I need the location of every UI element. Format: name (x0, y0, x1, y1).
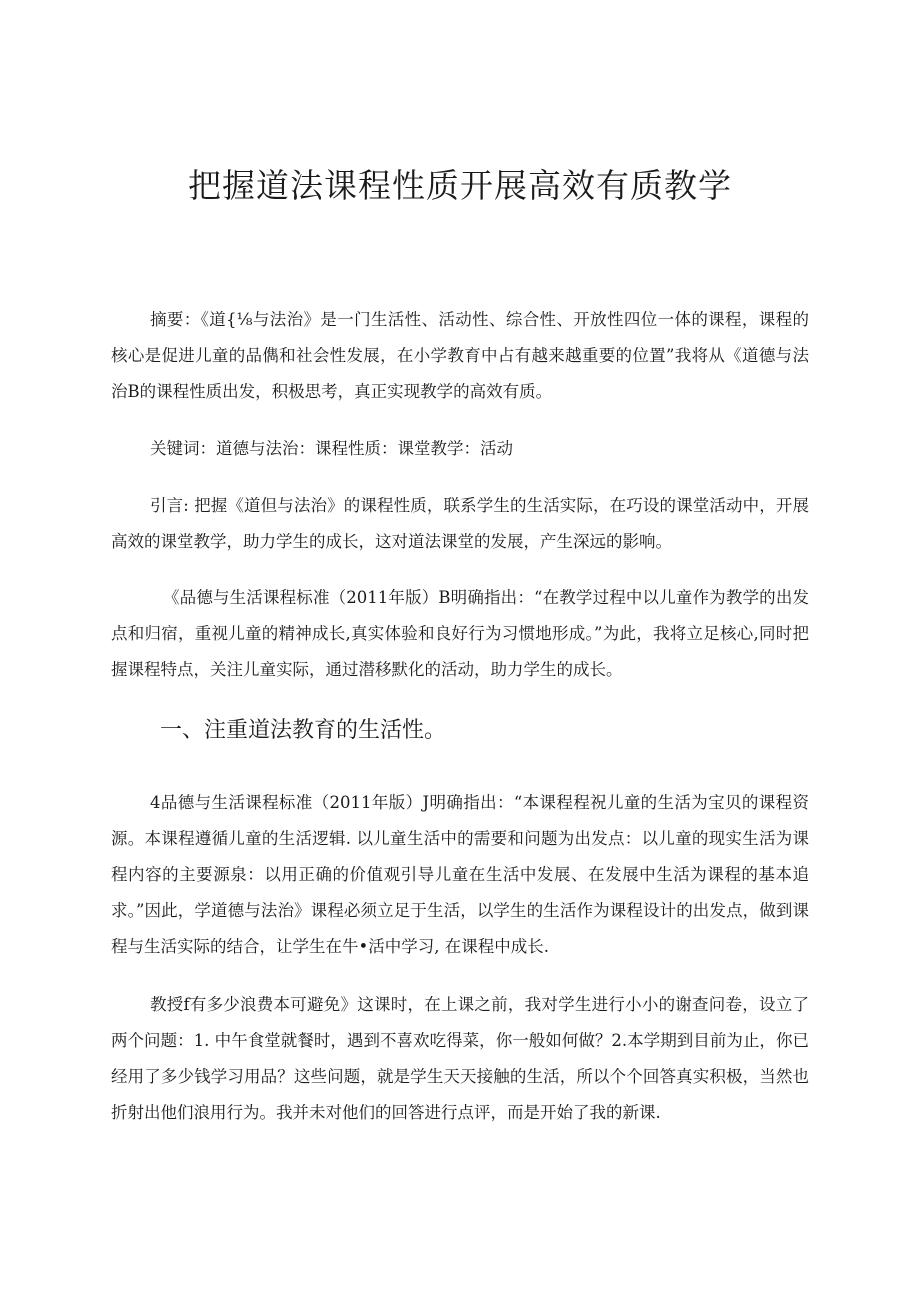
intro-paragraph: 引言: 把握《道但与法治》的课程性质，联系学生的生活实际，在巧设的课堂活动中，开展高效的课堂教学，助力学生的成长，这对道法课堂的发展，产生深远的影响。 (111, 496, 809, 551)
document-title: 把握道法课程性质开展高效有质教学 (188, 166, 732, 205)
section-paragraph-2: 教授f有多少浪费本可避免》这课时，在上课之前，我对学生进行小小的谢查问卷，设立了两个问题：1. 中午食堂就餐时，遇到不喜欢吃得菜，你一般如何做？2.本学期到目前为止，你已经用了多少钱学习用品？这些问题，就是学生天天接触的生活，所以个个回答真实积极，当然也折射出他们浪用行为。我并未对他们的回答进行点评，而是开始了我的新课. (111, 995, 809, 1122)
section-heading: 一、注重道法教育的生活性。 (160, 718, 447, 743)
keywords-paragraph: 关键词：道德与法治：课程性质：课堂教学：活动 (150, 439, 513, 458)
curriculum-standard-paragraph: 《品德与生活课程标准（2011年版）B明确指出：“在教学过程中以儿童作为教学的出发点和归宿，重视儿童的精神成长,真实体验和良好行为习惯地形成。”为此，我将立足核心,同时把握课程特点，关注儿童实际，通过潜移默化的活动，助力学生的成长。 (111, 588, 809, 679)
section-paragraph-1: 4品德与生活课程标准（2011年版）J明确指出：“本课程程祝儿童的生活为宝贝的课程资源。本课程遵循儿童的生活逻辑. 以儿童生活中的需要和问题为出发点：以儿童的现实生活为课程内容的主要源泉：以用正确的价值观引导儿童在生活中发展、在发展中生活为课程的基本追求。”因此，学道德与法治》课程必须立足于生活，以学生的生活作为课程设计的出发点，做到课程与生活实际的结合，让学生在牛•活中学习, 在课程中成长. (111, 793, 809, 956)
abstract-paragraph: 摘要：《道{⅛与法治》是一门生活性、活动性、综合性、开放性四位一体的课程，课程的核心是促进儿童的品儁和社会性发展，在小学教育中占有越来越重要的位置”我将从《道德与法治B的课程性质出发，积极思考，真正实现教学的高效有质。 (111, 310, 809, 401)
